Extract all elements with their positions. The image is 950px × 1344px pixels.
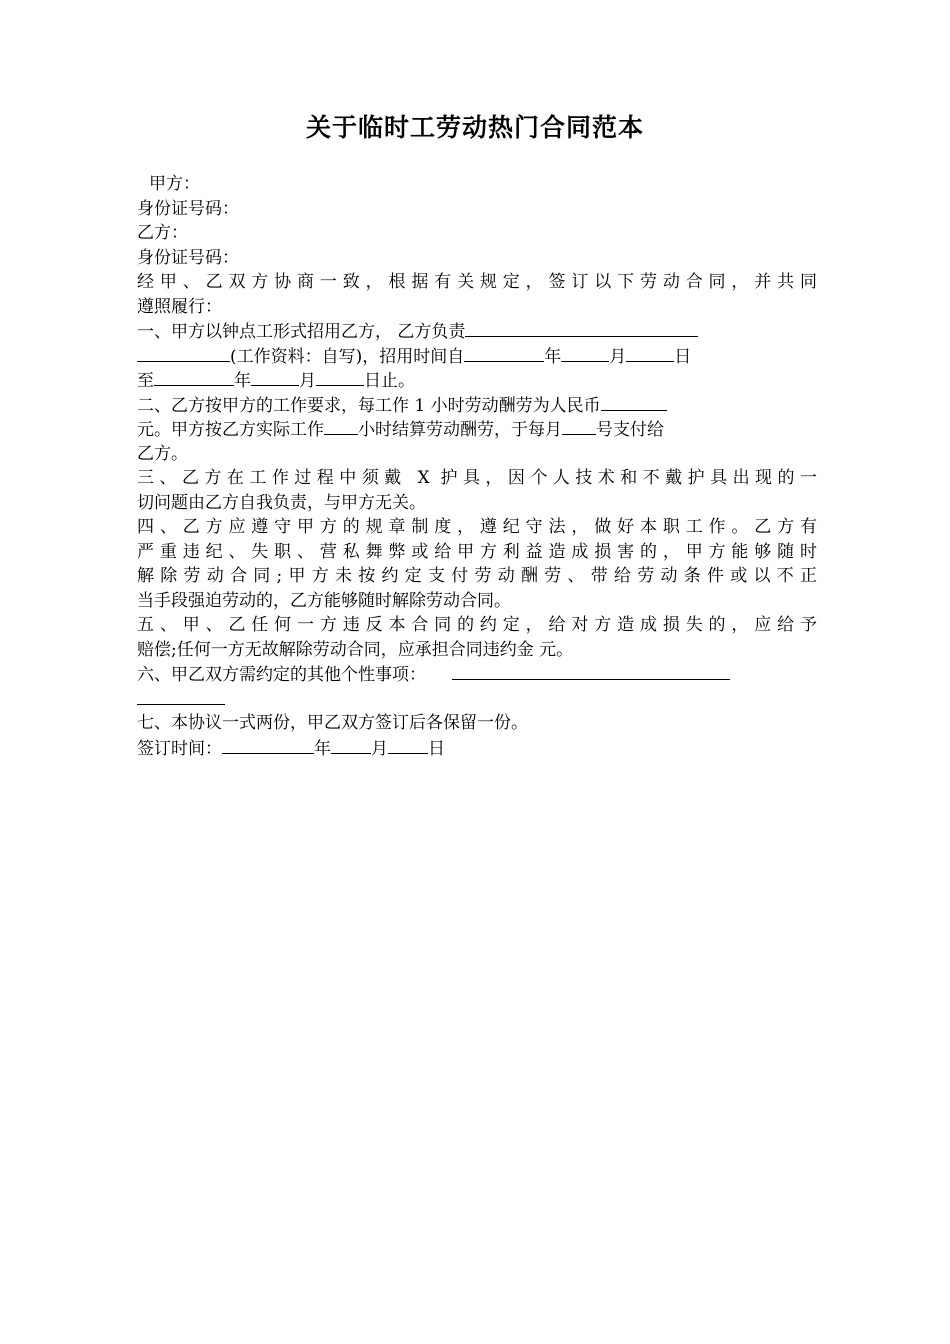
clause-5-line-1 <box>137 613 817 638</box>
clause-4-text-d: 当手段强迫劳动的，乙方能够随时解除劳动合同。 <box>137 590 511 611</box>
other-matters-blank <box>452 662 730 680</box>
clause-6-line-1 <box>137 662 817 687</box>
hours-blank <box>324 417 358 435</box>
clause-4-line-4 <box>137 589 817 614</box>
document-title: 关于临时工劳动热门合同范本 <box>305 113 644 142</box>
clause-7-text: 七、本协议一式两份，甲乙双方签订后各保留一份。 <box>137 713 528 733</box>
clause-1-text-b1: (工作资料：自写)，招用时间自 <box>230 346 465 367</box>
clause-3-text-b: 切问题由乙方自我负责，与甲方无关。 <box>137 492 426 513</box>
clause-1-line-2 <box>137 344 817 369</box>
signing-date-label: 签订时间： <box>137 738 222 759</box>
start-year-blank <box>464 344 544 362</box>
clause-2-text-b2: 小时结算劳动酬劳，于每月 <box>358 420 562 440</box>
pay-day-blank <box>562 417 596 435</box>
clause-1-text-b2: 年 <box>544 346 562 367</box>
start-month-blank <box>561 344 609 362</box>
clause-2-text-c: 乙方。 <box>137 443 188 464</box>
job-blank-cont <box>137 344 230 362</box>
clause-2-line-2 <box>137 417 817 442</box>
party-b-label: 乙方： <box>137 223 188 243</box>
party-b-id-line <box>137 246 817 271</box>
party-a-id-label: 身份证号码： <box>137 198 239 219</box>
clause-4-text-c: 解除劳动合同;甲方未按约定支付劳动酬劳、带给劳动条件或以不正 <box>137 566 817 586</box>
party-b-id-label: 身份证号码： <box>137 247 239 268</box>
clause-1-line-1 <box>137 319 817 344</box>
sign-year-label: 年 <box>314 738 331 759</box>
sign-month-label: 月 <box>371 738 388 759</box>
clause-2-text-a: 二、乙方按甲方的工作要求，每工作 1 小时劳动酬劳为人民币 <box>137 395 601 416</box>
party-a-label: 甲方： <box>149 174 200 194</box>
clause-1-text-c1: 至 <box>137 371 154 391</box>
other-matters-blank-cont <box>137 687 225 705</box>
intro-text-1: 经甲、乙双方协商一致，根据有关规定，签订以下劳动合同，并共同 <box>137 272 817 292</box>
intro-line-1 <box>137 270 817 295</box>
party-a-id-line <box>137 197 817 222</box>
clause-3-line-1 <box>137 466 817 491</box>
job-blank <box>465 319 698 337</box>
sign-day-blank <box>388 736 428 754</box>
clause-1-text-c3: 月 <box>299 371 316 391</box>
clause-3-line-2 <box>137 491 817 516</box>
clause-1-text-b4: 日 <box>674 346 692 367</box>
end-year-blank <box>154 368 234 386</box>
clause-3-text-a: 三、乙方在工作过程中须戴 X 护具，因个人技术和不戴护具出现的一 <box>137 468 817 488</box>
clause-1-text-c2: 年 <box>234 371 251 391</box>
clause-1-text-c4: 日止。 <box>364 371 415 391</box>
clause-1-text-a: 一、甲方以钟点工形式招用乙方， 乙方负责 <box>137 322 466 342</box>
sign-year-blank <box>222 736 314 754</box>
clause-5-line-2 <box>137 638 817 663</box>
clause-5-text-b: 赔偿;任何一方无故解除劳动合同，应承担合同违约金 元。 <box>137 639 574 660</box>
clause-7-line <box>137 711 817 736</box>
intro-text-2: 遵照履行： <box>137 296 222 317</box>
sign-day-label: 日 <box>428 738 445 759</box>
clause-2-line-3 <box>137 442 817 467</box>
clause-1-line-3 <box>137 368 817 393</box>
clause-6-text-a: 六、甲乙双方需约定的其他个性事项： <box>137 665 426 685</box>
end-day-blank <box>316 368 364 386</box>
sign-month-blank <box>331 736 371 754</box>
clause-2-text-b3: 号支付给 <box>596 420 664 440</box>
start-day-blank <box>626 344 674 362</box>
clause-6-line-2 <box>137 687 817 712</box>
clause-2-text-b1: 元。甲方按乙方实际工作 <box>137 420 324 440</box>
clause-1-text-b3: 月 <box>609 346 627 367</box>
clause-4-line-2 <box>137 540 817 565</box>
intro-line-2 <box>137 295 817 320</box>
clause-4-line-3 <box>137 564 817 589</box>
end-month-blank <box>251 368 299 386</box>
party-b-line <box>137 221 817 246</box>
hourly-pay-blank <box>601 393 667 411</box>
clause-4-text-b: 严重违纪、失职、营私舞弊或给甲方利益造成损害的，甲方能够随时 <box>137 541 817 562</box>
clause-4-text-a: 四、乙方应遵守甲方的规章制度，遵纪守法，做好本职工作。乙方有 <box>137 517 817 537</box>
clause-5-text-a: 五、甲、乙任何一方违反本合同的约定，给对方造成损失的，应给予 <box>137 615 817 635</box>
party-a-line <box>137 172 817 197</box>
contract-body <box>137 172 817 760</box>
clause-2-line-1 <box>137 393 817 418</box>
clause-4-line-1 <box>137 515 817 540</box>
signing-date-line <box>137 736 817 761</box>
